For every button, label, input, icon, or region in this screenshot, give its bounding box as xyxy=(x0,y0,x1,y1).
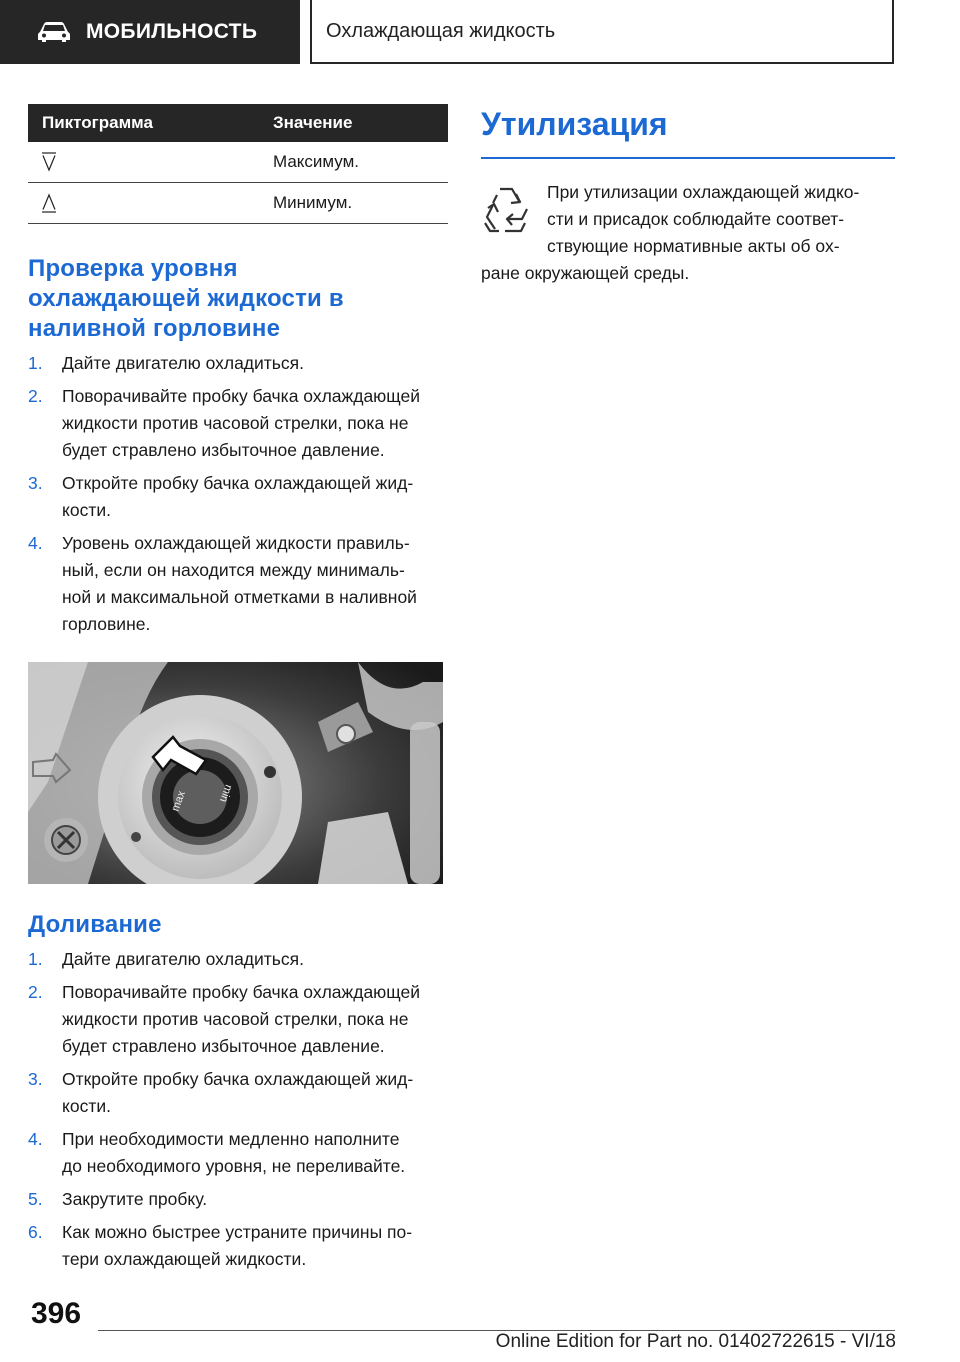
disposal-text-line: сти и присадок соблюдайте соответ‐ xyxy=(547,209,845,229)
table-header-row xyxy=(28,104,448,142)
table-row xyxy=(28,142,448,183)
step-number: 2. xyxy=(28,982,43,1002)
step-number: 5. xyxy=(28,1189,43,1209)
step-text: Дайте двигателю охладиться. xyxy=(62,353,305,373)
table-header-meaning: Значение xyxy=(273,104,448,142)
section-title: МОБИЛЬНОСТЬ xyxy=(86,20,258,43)
heading-line: наливной горловине xyxy=(28,315,281,342)
breadcrumb xyxy=(310,0,894,64)
table-cell-icon xyxy=(28,183,273,224)
step-number: 3. xyxy=(28,1069,43,1089)
list-item xyxy=(28,1126,448,1180)
list-item xyxy=(28,383,448,464)
list-item xyxy=(28,1066,448,1120)
heading-rule xyxy=(481,157,895,159)
step-text: При необходимости медленно наполните до необходимого уровня, не переливайте. xyxy=(62,1129,406,1176)
breadcrumb-title: Охлаждающая жидкость xyxy=(326,19,556,42)
step-number: 4. xyxy=(28,1129,43,1149)
step-number: 1. xyxy=(28,353,43,373)
step-number: 4. xyxy=(28,533,43,553)
list-item xyxy=(28,530,448,638)
right-column xyxy=(481,104,895,287)
check-level-heading xyxy=(28,254,448,344)
cap-mark-min: min xyxy=(217,782,235,804)
step-text: Откройте пробку бачка охлаждающей жид‐ кости. xyxy=(62,1069,414,1116)
page-number: 396 xyxy=(31,1297,82,1330)
list-item xyxy=(28,979,448,1060)
step-text: Поворачивайте пробку бачка охлаждающей жидкости против часовой стрелки, пока не будет стравлено избыточное давление. xyxy=(62,386,421,460)
step-number: 6. xyxy=(28,1222,43,1242)
disposal-text-line: ране окружающей среды. xyxy=(481,263,690,283)
step-text: Дайте двигателю охладиться. xyxy=(62,949,305,969)
table-cell-icon xyxy=(28,142,273,183)
refill-heading: Доливание xyxy=(28,911,162,938)
step-number: 1. xyxy=(28,949,43,969)
edition-text: Online Edition for Part no. 01402722615 - VI/18 xyxy=(495,1331,896,1352)
cap-mark-max: max xyxy=(169,789,188,814)
check-steps-list xyxy=(28,350,448,638)
table-row xyxy=(28,183,448,224)
disposal-note xyxy=(481,179,895,287)
max-marker-icon xyxy=(42,151,56,173)
disposal-text-line: При утилизации охлаждающей жидко‐ xyxy=(547,182,860,202)
refill-steps-list xyxy=(28,946,448,1273)
table-cell-value: Минимум. xyxy=(273,183,448,224)
table-header-pictogram: Пиктограмма xyxy=(28,104,273,142)
table-cell-value: Максимум. xyxy=(273,142,448,183)
list-item xyxy=(28,470,448,524)
list-item xyxy=(28,946,448,973)
left-column xyxy=(28,104,448,1273)
heading-line: охлаждающей жидкости в xyxy=(28,285,344,312)
disposal-heading: Утилизация xyxy=(481,106,668,142)
recycle-icon xyxy=(481,185,531,237)
list-item xyxy=(28,1186,448,1213)
min-marker-icon xyxy=(42,192,56,214)
step-text: Закрутите пробку. xyxy=(62,1189,208,1209)
step-number: 3. xyxy=(28,473,43,493)
section-tab[interactable] xyxy=(0,0,300,64)
step-text: Откройте пробку бачка охлаждающей жид‐ кости. xyxy=(62,473,414,520)
coolant-filler-photo xyxy=(28,662,443,884)
step-text: Уровень охлаждающей жидкости правиль‐ ный, если он находится между минималь‐ ной и максимальной отметками в наливной горловине. xyxy=(62,533,417,634)
step-text: Поворачивайте пробку бачка охлаждающей жидкости против часовой стрелки, пока не будет стравлено избыточное давление. xyxy=(62,982,421,1056)
list-item xyxy=(28,350,448,377)
disposal-text-line: ствующие нормативные акты об ох‐ xyxy=(547,236,840,256)
pictogram-table xyxy=(28,104,448,224)
step-text: Как можно быстрее устраните причины по‐ тери охлаждающей жидкости. xyxy=(62,1222,413,1269)
step-number: 2. xyxy=(28,386,43,406)
list-item xyxy=(28,1219,448,1273)
heading-line: Проверка уровня xyxy=(28,255,238,282)
car-icon xyxy=(36,20,72,44)
